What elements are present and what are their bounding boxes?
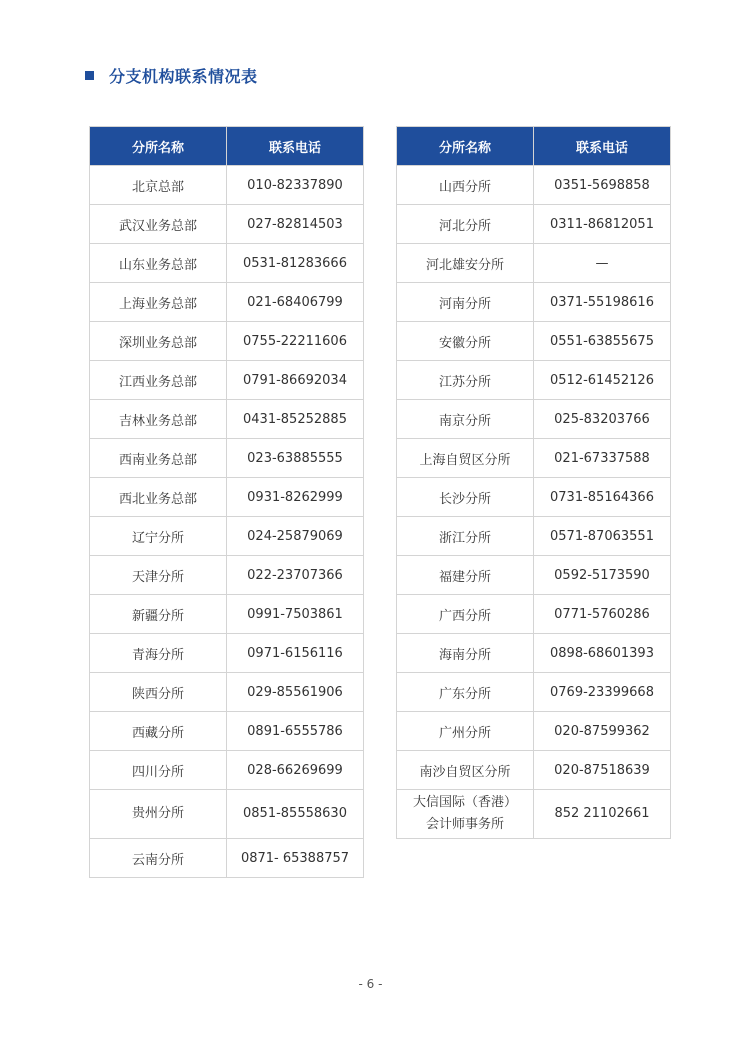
table-row (397, 205, 671, 244)
branch-name: 河南分所 (397, 283, 534, 322)
table-row (397, 439, 671, 478)
branch-phone: 0551-63855675 (534, 322, 671, 361)
page-title: 分支机构联系情况表 (109, 66, 258, 86)
branch-phone: 022-23707366 (227, 556, 364, 595)
branch-phone: 0771-5760286 (534, 595, 671, 634)
table-row (90, 595, 364, 634)
table-row (397, 751, 671, 790)
table-row (90, 556, 364, 595)
table-row (397, 283, 671, 322)
branch-name: 浙江分所 (397, 517, 534, 556)
table-row (397, 634, 671, 673)
branch-name: 上海业务总部 (90, 283, 227, 322)
branch-phone: 0871- 65388757 (227, 839, 364, 878)
column-header-name: 分所名称 (90, 127, 227, 166)
table-row (90, 244, 364, 283)
branch-name-line: 会计师事务所 (425, 817, 504, 832)
branch-name: 山西分所 (397, 166, 534, 205)
branch-name: 安徽分所 (397, 322, 534, 361)
branch-name: 河北分所 (397, 205, 534, 244)
table-row (90, 400, 364, 439)
table-row (90, 712, 364, 751)
table-row (397, 478, 671, 517)
branch-name: 辽宁分所 (90, 517, 227, 556)
branch-name: 青海分所 (90, 634, 227, 673)
branch-phone: 0592-5173590 (534, 556, 671, 595)
branch-phone: 0512-61452126 (534, 361, 671, 400)
branch-name: 福建分所 (397, 556, 534, 595)
branch-contact-table-right (396, 126, 671, 839)
branch-name: 南沙自贸区分所 (397, 751, 534, 790)
column-header-phone: 联系电话 (534, 127, 671, 166)
branch-phone: 0371-55198616 (534, 283, 671, 322)
table-row (90, 751, 364, 790)
table-row (90, 673, 364, 712)
branch-phone: 024-25879069 (227, 517, 364, 556)
table-row (397, 400, 671, 439)
branch-name: 江苏分所 (397, 361, 534, 400)
branch-name: 陕西分所 (90, 673, 227, 712)
branch-name: 吉林业务总部 (90, 400, 227, 439)
branch-name: 山东业务总部 (90, 244, 227, 283)
branch-name: 上海自贸区分所 (397, 439, 534, 478)
table-row (90, 839, 364, 878)
table-header-row (90, 127, 364, 166)
branch-phone: 0891-6555786 (227, 712, 364, 751)
section-title (85, 63, 258, 87)
branch-phone: 0351-5698858 (534, 166, 671, 205)
branch-name (397, 790, 534, 839)
branch-phone: 021-67337588 (534, 439, 671, 478)
table-row (90, 517, 364, 556)
branch-phone: 0755-22211606 (227, 322, 364, 361)
branch-phone: 025-83203766 (534, 400, 671, 439)
branch-name: 广东分所 (397, 673, 534, 712)
branch-name: 长沙分所 (397, 478, 534, 517)
branch-phone: 010-82337890 (227, 166, 364, 205)
branch-phone: 023-63885555 (227, 439, 364, 478)
table-row (90, 205, 364, 244)
table-row (397, 712, 671, 751)
branch-phone: 020-87599362 (534, 712, 671, 751)
branch-name: 四川分所 (90, 751, 227, 790)
branch-phone: 020-87518639 (534, 751, 671, 790)
branch-name: 海南分所 (397, 634, 534, 673)
branch-name: 新疆分所 (90, 595, 227, 634)
square-bullet-icon (85, 71, 94, 80)
column-header-name: 分所名称 (397, 127, 534, 166)
table-row (397, 517, 671, 556)
branch-phone: 0991-7503861 (227, 595, 364, 634)
branch-phone: 027-82814503 (227, 205, 364, 244)
branch-name: 河北雄安分所 (397, 244, 534, 283)
table-row (397, 244, 671, 283)
branch-name: 西北业务总部 (90, 478, 227, 517)
branch-phone: 0311-86812051 (534, 205, 671, 244)
branch-name: 北京总部 (90, 166, 227, 205)
table-row (397, 361, 671, 400)
table-row (90, 790, 364, 839)
branch-name: 深圳业务总部 (90, 322, 227, 361)
branch-phone: 028-66269699 (227, 751, 364, 790)
branch-name: 天津分所 (90, 556, 227, 595)
table-row (90, 478, 364, 517)
column-header-phone: 联系电话 (227, 127, 364, 166)
branch-name: 江西业务总部 (90, 361, 227, 400)
table-row (90, 283, 364, 322)
table-row (397, 322, 671, 361)
branch-phone: 0851-85558630 (227, 790, 364, 839)
branch-name: 西南业务总部 (90, 439, 227, 478)
branch-contact-table-left (89, 126, 364, 878)
branch-name: 云南分所 (90, 839, 227, 878)
branch-phone: 0531-81283666 (227, 244, 364, 283)
branch-phone: 0731-85164366 (534, 478, 671, 517)
branch-name: 武汉业务总部 (90, 205, 227, 244)
branch-phone: 0571-87063551 (534, 517, 671, 556)
table-row (90, 166, 364, 205)
branch-name: 南京分所 (397, 400, 534, 439)
table-row (90, 634, 364, 673)
branch-phone: 0898-68601393 (534, 634, 671, 673)
branch-phone: 0931-8262999 (227, 478, 364, 517)
table-row (90, 322, 364, 361)
branch-phone: 0769-23399668 (534, 673, 671, 712)
branch-name: 广州分所 (397, 712, 534, 751)
table-row (397, 556, 671, 595)
branch-phone: 029-85561906 (227, 673, 364, 712)
table-row (90, 439, 364, 478)
table-header-row (397, 127, 671, 166)
branch-phone: 0971-6156116 (227, 634, 364, 673)
branch-phone: 021-68406799 (227, 283, 364, 322)
table-row (397, 595, 671, 634)
table-row (90, 361, 364, 400)
table-row (397, 790, 671, 839)
branch-name-line: 大信国际（香港） (412, 795, 517, 810)
page-number: - 6 - (358, 977, 383, 991)
branch-name: 西藏分所 (90, 712, 227, 751)
branch-phone: — (534, 244, 671, 283)
branch-name: 广西分所 (397, 595, 534, 634)
branch-phone: 0431-85252885 (227, 400, 364, 439)
branch-name: 贵州分所 (90, 790, 227, 839)
branch-phone: 852 21102661 (534, 790, 671, 839)
table-row (397, 166, 671, 205)
table-row (397, 673, 671, 712)
branch-phone: 0791-86692034 (227, 361, 364, 400)
